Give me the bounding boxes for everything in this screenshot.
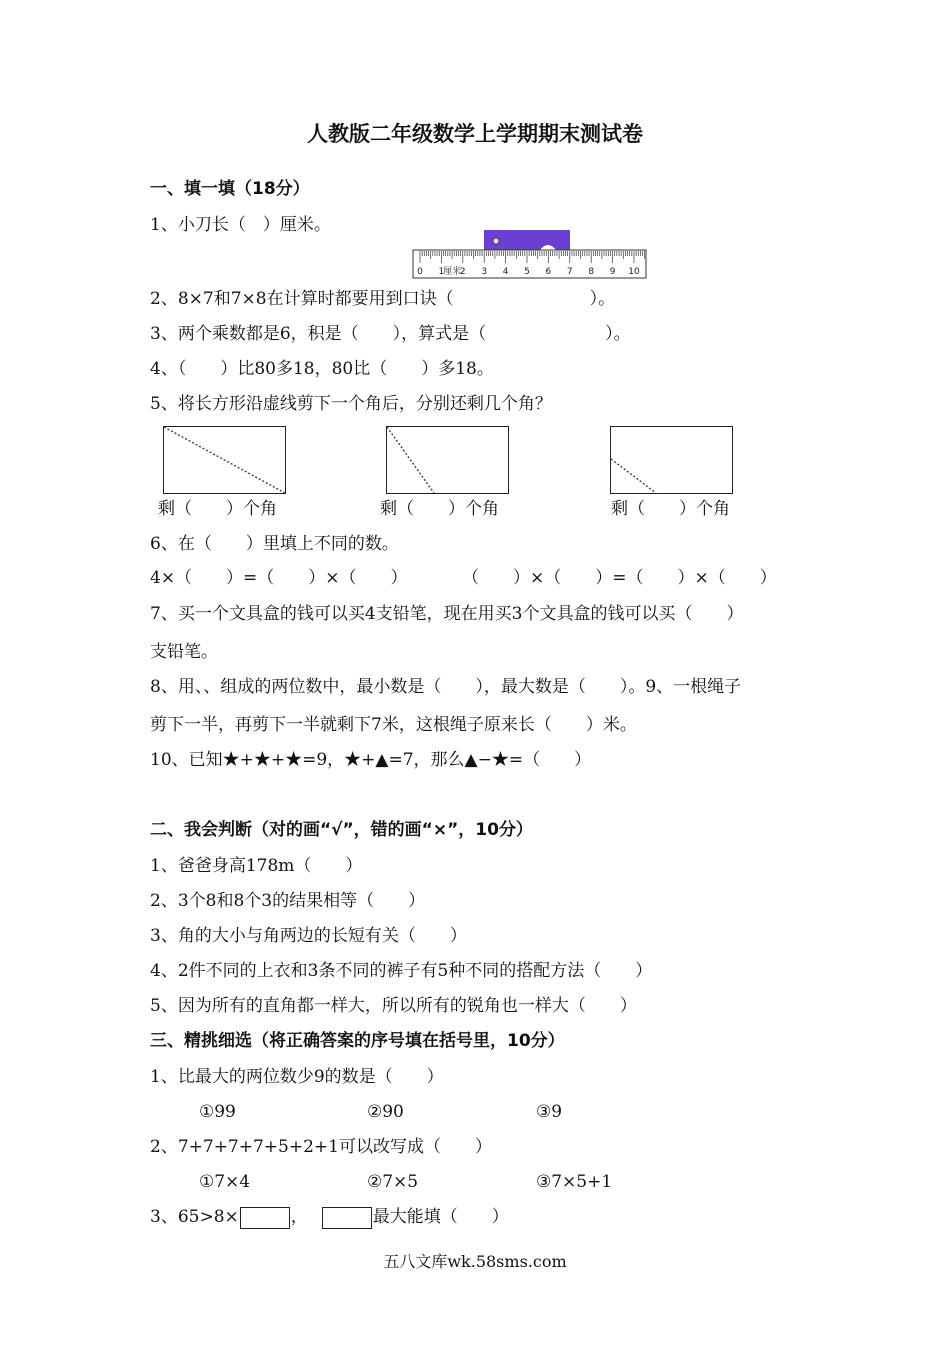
ruler-tick-label: 8 <box>588 267 595 277</box>
rectangle-1 <box>163 426 286 494</box>
judge-item-4: 4、2件不同的上衣和3条不同的裤子有5种不同的搭配方法（ ） <box>150 961 653 981</box>
choice-q2: 2、7+7+7+7+5+2+1可以改写成（ ） <box>150 1137 492 1157</box>
choice-q1-option-1: ①99 <box>199 1102 236 1122</box>
footer-source: 五八文库wk.58sms.com <box>383 1252 567 1271</box>
q1-8-line2: 剪下一半，再剪下一半就剩下7米，这根绳子原来长（ ）米。 <box>150 715 637 735</box>
judge-item-1: 1、爸爸身高178m（ ） <box>150 856 363 876</box>
rect1-answer: 剩（ ）个角 <box>158 499 277 519</box>
ruler-tick-label: 10 <box>628 267 640 277</box>
rectangle-2 <box>386 426 509 494</box>
rect3-answer: 剩（ ）个角 <box>611 499 730 519</box>
choice-q1: 1、比最大的两位数少9的数是（ ） <box>150 1067 444 1087</box>
answer-box-1[interactable] <box>240 1207 290 1229</box>
choice-q2-option-2: ②7×5 <box>367 1172 419 1192</box>
q1-3: 3、两个乘数都是6，积是（ ），算式是（ ）。 <box>150 324 631 344</box>
q1-6: 6、在（ ）里填上不同的数。 <box>150 534 399 554</box>
ruler-tick-label: 7 <box>566 267 573 277</box>
ruler-tick-label: 9 <box>609 267 616 277</box>
ruler-tick-label: 4 <box>502 267 509 277</box>
answer-box-2[interactable] <box>322 1207 372 1229</box>
judge-item-2: 2、3个8和8个3的结果相等（ ） <box>150 891 426 911</box>
section1-heading: 一、填一填（18分） <box>150 179 310 199</box>
section3-heading: 三、精挑细选（将正确答案的序号填在括号里，10分） <box>150 1031 565 1051</box>
q1-7-line2: 支铅笔。 <box>150 642 218 662</box>
ruler-tick-label: 0 <box>417 267 423 277</box>
choice-q2-option-3: ③7×5+1 <box>536 1172 613 1192</box>
q1-5: 5、将长方形沿虚线剪下一个角后，分别还剩几个角？ <box>150 394 552 414</box>
ruler-image <box>412 228 648 280</box>
rectangle-3 <box>610 426 733 494</box>
ruler-tick-label: 2 <box>459 267 466 277</box>
ruler-tick-label: 5 <box>524 267 530 277</box>
q1-1: 1、小刀长（ ）厘米。 <box>150 215 331 235</box>
ruler-tick-label: 6 <box>545 267 552 277</box>
q1-7-line1: 7、买一个文具盒的钱可以买4支铅笔，现在用买3个文具盒的钱可以买（ ） <box>150 604 744 624</box>
section2-heading: 二、我会判断（对的画“√”，错的画“×”，10分） <box>150 820 533 840</box>
choice-q3-suffix: 最大能填（ ） <box>372 1207 509 1227</box>
choice-q1-option-2: ②90 <box>367 1102 404 1122</box>
judge-item-3: 3、角的大小与角两边的长短有关（ ） <box>150 926 467 946</box>
choice-q3-prefix: 3、65>8× <box>150 1207 239 1227</box>
rect2-answer: 剩（ ）个角 <box>380 499 499 519</box>
choice-q1-option-3: ③9 <box>536 1102 563 1122</box>
ruler-tick-label: 1 <box>438 267 445 277</box>
choice-q3 <box>150 1206 509 1229</box>
ruler-unit-label: 厘米 <box>443 267 462 277</box>
choice-q3-comma: ， <box>290 1207 308 1227</box>
judge-item-5: 5、因为所有的直角都一样大，所以所有的锐角也一样大（ ） <box>150 996 637 1016</box>
page-title: 人教版二年级数学上学期期末测试卷 <box>307 122 643 146</box>
choice-q2-option-1: ①7×4 <box>199 1172 251 1192</box>
q1-6-left: 4×（ ）=（ ）×（ ） <box>150 568 408 588</box>
q1-8-line1: 8、用、、组成的两位数中，最小数是（ ），最大数是（ ）。9、一根绳子 <box>150 677 742 697</box>
q1-10: 10、已知★+★+★=9，★+▲=7，那么▲−★=（ ） <box>150 750 592 770</box>
q1-6-right: （ ）×（ ）=（ ）×（ ） <box>462 568 777 588</box>
ruler-tick-label: 3 <box>481 267 488 277</box>
knife-rivet <box>493 238 499 244</box>
q1-2: 2、8×7和7×8在计算时都要用到口诀（ ）。 <box>150 289 616 309</box>
q1-4: 4、（ ）比80多18，80比（ ）多18。 <box>150 359 494 379</box>
